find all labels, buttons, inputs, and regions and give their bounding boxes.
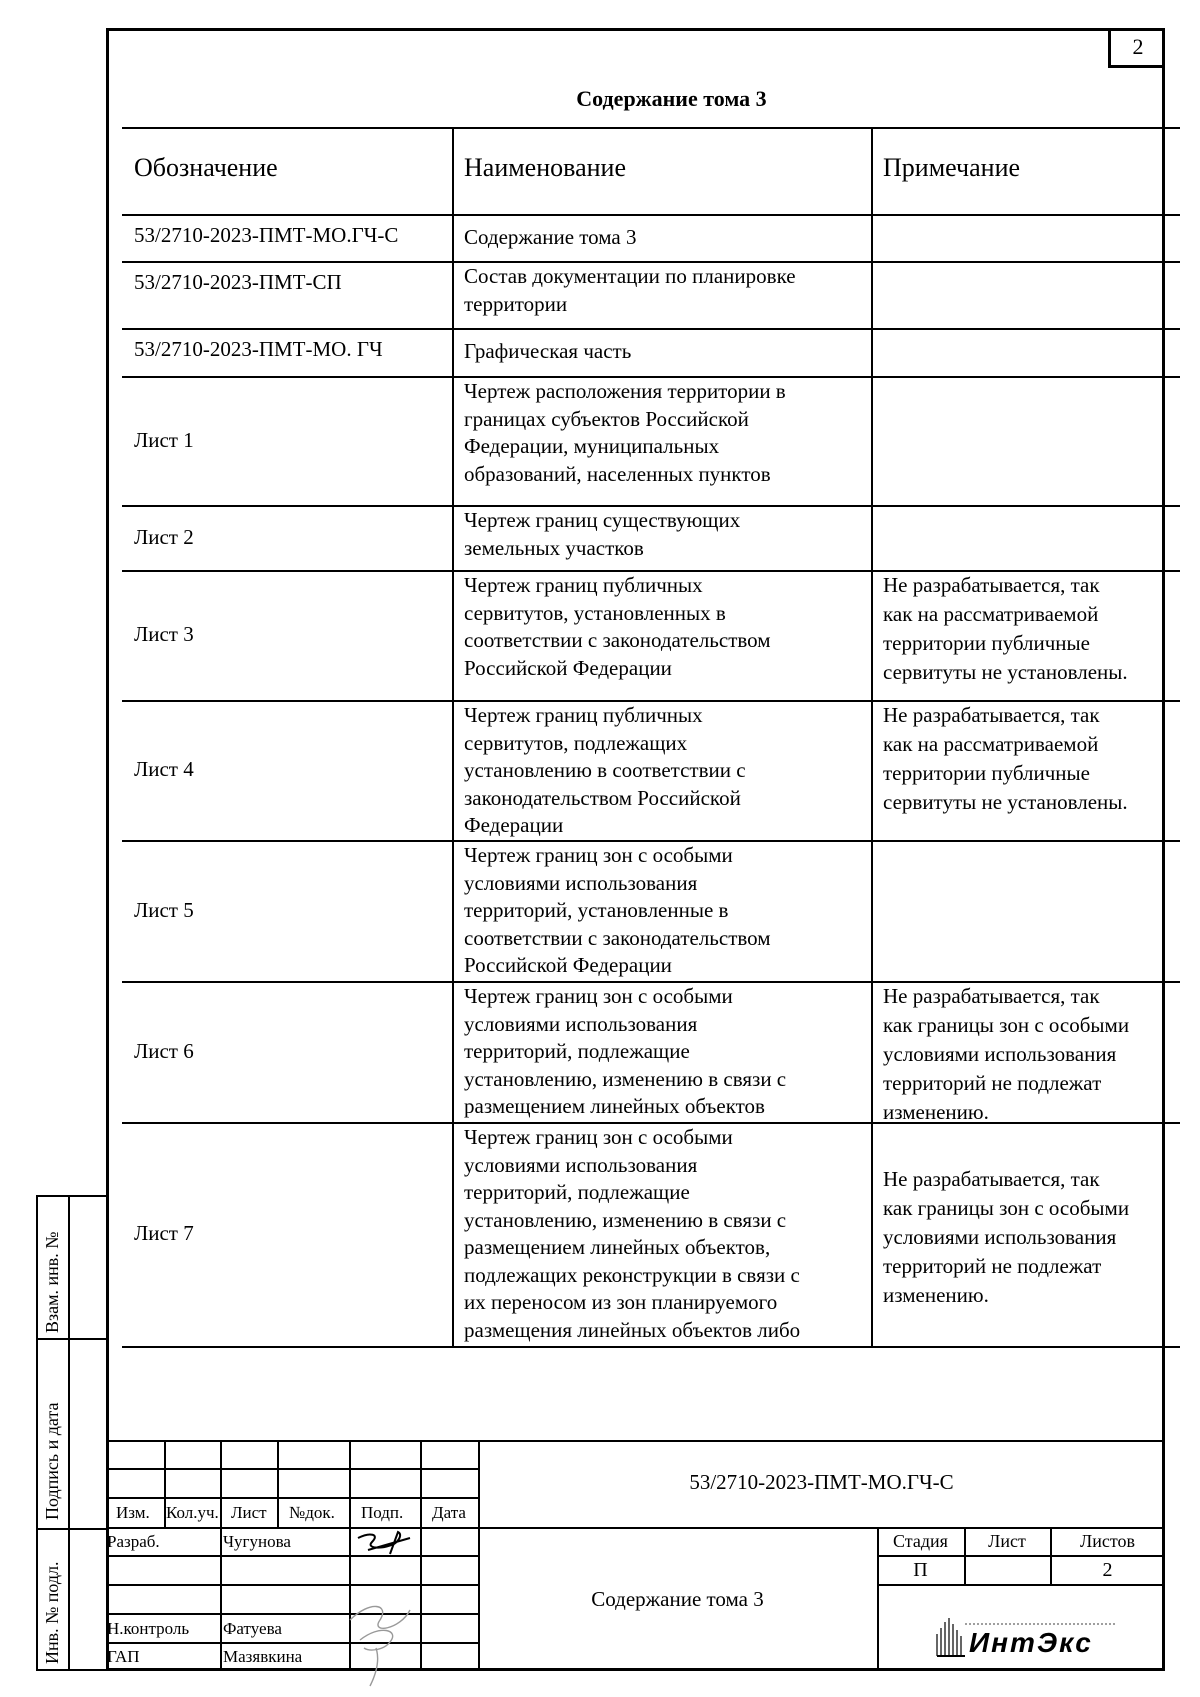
side-strip-line xyxy=(36,1338,106,1340)
side-label-vzam: Взам. инв. № xyxy=(42,1231,62,1333)
row-name-line: Чертеж границ существующих xyxy=(464,508,741,532)
row-name-line: законодательством Российской xyxy=(464,785,741,810)
row-code: Лист 6 xyxy=(134,1038,194,1063)
stage-value: П xyxy=(913,1559,928,1581)
row-note-line: территории публичные xyxy=(883,761,1090,785)
row-name-line: соответствии с законодательством xyxy=(464,925,771,950)
name-razrab: Чугунова xyxy=(223,1532,291,1551)
row-name-line: Чертеж границ зон с особыми xyxy=(464,984,733,1008)
row-code: Лист 2 xyxy=(134,524,194,549)
row-name-line: Российской Федерации xyxy=(464,953,672,977)
row-note-line: Не разрабатывается, так xyxy=(883,703,1100,727)
col-header-list: Лист xyxy=(231,1503,267,1522)
row-name-line: Чертеж границ зон с особыми xyxy=(464,1125,733,1149)
page-title: Содержание тома 3 xyxy=(576,86,767,111)
row-name-line: Федерации, муниципальных xyxy=(464,434,720,458)
row-note-line: условиями использования xyxy=(883,1042,1117,1066)
row-note-line: территорий не подлежат xyxy=(883,1254,1102,1278)
role-nkontrol: Н.контроль xyxy=(107,1619,190,1638)
sheets-value: 2 xyxy=(1102,1559,1113,1581)
row-note-line: территории публичные xyxy=(883,631,1090,655)
role-razrab: Разраб. xyxy=(107,1532,160,1551)
row-code: Лист 5 xyxy=(134,897,194,922)
sheet-label: Лист xyxy=(988,1531,1026,1551)
row-name-line: Содержание тома 3 xyxy=(464,225,637,249)
row-name-line: территорий, установленные в xyxy=(464,898,729,922)
col-header-ndok: №док. xyxy=(289,1503,335,1522)
side-label-inv: Инв. № подл. xyxy=(42,1561,62,1664)
row-note-line: условиями использования xyxy=(883,1225,1117,1249)
row-name-line: Федерации xyxy=(464,813,564,837)
row-name-line: установлению, изменению в связи с xyxy=(464,1207,787,1232)
col-header-koluch: Кол.уч. xyxy=(166,1503,219,1522)
row-name-line: Российской Федерации xyxy=(464,655,672,680)
doc-title: Содержание тома 3 xyxy=(591,1587,764,1611)
row-code: Лист 4 xyxy=(134,757,194,781)
row-name-line: сервитутов, установленных в xyxy=(464,600,726,625)
row-code: 53/2710-2023-ПМТ-МО. ГЧ xyxy=(134,337,383,361)
row-note-line: Не разрабатывается, так xyxy=(883,1167,1100,1191)
row-name-line: размещением линейных объектов xyxy=(464,1094,765,1118)
header-note: Примечание xyxy=(883,153,1021,182)
row-note-line: как на рассматриваемой xyxy=(883,602,1099,626)
side-strip-line xyxy=(36,1528,106,1530)
row-name-line: образований, населенных пунктов xyxy=(464,461,771,486)
row-code: Лист 3 xyxy=(134,622,194,646)
row-name-line: Чертеж расположения территории в xyxy=(464,379,786,403)
role-gap: ГАП xyxy=(107,1647,140,1666)
row-name-line: размещением линейных объектов, xyxy=(464,1235,771,1259)
company-logo xyxy=(935,1610,1125,1660)
name-nkontrol: Фатуева xyxy=(223,1619,282,1638)
row-name-line: подлежащих реконструкции в связи с xyxy=(464,1262,800,1287)
row-note-line: сервитуты не установлены. xyxy=(883,790,1128,814)
stage-label: Стадия xyxy=(893,1531,948,1551)
row-name-line: условиями использования xyxy=(464,1011,698,1036)
row-name-line: территорий, подлежащие xyxy=(464,1039,690,1063)
side-label-podpis: Подпись и дата xyxy=(42,1402,62,1520)
row-name-line: Чертеж границ публичных xyxy=(464,703,703,727)
row-note-line: территорий не подлежат xyxy=(883,1071,1102,1095)
row-name-line: сервитутов, подлежащих xyxy=(464,730,688,755)
row-name-line: Чертеж границ публичных xyxy=(464,573,703,597)
row-note-line: Не разрабатывается, так xyxy=(883,573,1100,597)
row-code: 53/2710-2023-ПМТ-МО.ГЧ-С xyxy=(134,223,399,247)
row-note-line: как границы зон с особыми xyxy=(883,1196,1130,1220)
row-name-line: Чертеж границ зон с особыми xyxy=(464,843,733,867)
col-header-podp: Подп. xyxy=(361,1503,404,1522)
row-note-line: как границы зон с особыми xyxy=(883,1013,1130,1037)
signature-nkontrol xyxy=(340,1590,430,1690)
row-code: 53/2710-2023-ПМТ-СП xyxy=(134,270,342,294)
name-gap: Мазявкина xyxy=(223,1647,303,1666)
row-note-line: изменению. xyxy=(883,1100,989,1124)
row-name-line: размещения линейных объектов либо xyxy=(464,1317,801,1342)
row-name-line: условиями использования xyxy=(464,870,698,895)
sheet-number: 2 xyxy=(1108,28,1165,68)
company-name: ИнтЭкс xyxy=(969,1627,1093,1658)
row-name-line: условиями использования xyxy=(464,1152,698,1177)
header-name: Наименование xyxy=(464,153,626,182)
row-name-line: территорий, подлежащие xyxy=(464,1180,690,1204)
row-name-line: Графическая часть xyxy=(464,339,632,363)
row-name-line: установлению в соответствии с xyxy=(464,758,746,782)
row-name-line: установлению, изменению в связи с xyxy=(464,1066,787,1091)
row-note-line: Не разрабатывается, так xyxy=(883,984,1100,1008)
col-header-izm: Изм. xyxy=(116,1503,150,1522)
row-code: Лист 1 xyxy=(134,427,194,452)
row-name-line: соответствии с законодательством xyxy=(464,628,771,652)
row-name-line: земельных участков xyxy=(464,535,644,560)
sheets-label: Листов xyxy=(1080,1531,1135,1551)
row-name-line: территории xyxy=(464,291,568,316)
row-note-line: изменению. xyxy=(883,1283,989,1307)
doc-code: 53/2710-2023-ПМТ-МО.ГЧ-С xyxy=(689,1470,954,1494)
row-name-line: Состав документации по планировке xyxy=(464,264,796,288)
col-header-data: Дата xyxy=(432,1503,466,1522)
signature-razrab xyxy=(350,1528,420,1558)
row-note-line: сервитуты не установлены. xyxy=(883,660,1128,684)
row-code: Лист 7 xyxy=(134,1221,194,1245)
row-name-line: их переносом из зон планируемого xyxy=(464,1290,778,1314)
side-strip-divider xyxy=(68,1195,70,1671)
header-designation: Обозначение xyxy=(134,153,278,182)
row-name-line: границах субъектов Российской xyxy=(464,406,749,431)
row-note-line: как на рассматриваемой xyxy=(883,732,1099,756)
